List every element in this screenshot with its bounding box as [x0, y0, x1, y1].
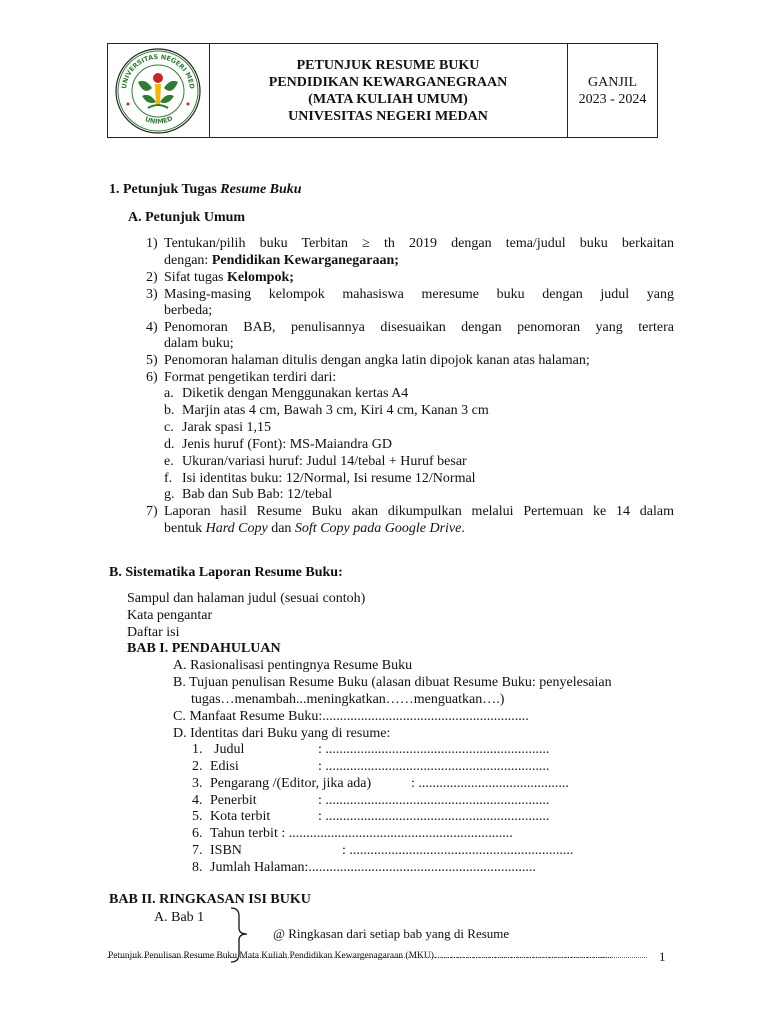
item-2-number: 2) — [146, 270, 158, 285]
identity-6-number: 6. — [192, 826, 203, 841]
item-7-continuation — [164, 521, 465, 537]
item-7-cont-a: bentuk — [164, 521, 206, 536]
identity-7-dots: : ................................................................ — [342, 843, 574, 858]
academic-year: 2023 - 2024 — [578, 91, 647, 107]
brace-note: @ Ringkasan dari setiap bab yang di Resume — [273, 926, 510, 941]
page-number: 1 — [659, 949, 666, 964]
format-d-letter: d. — [164, 437, 175, 452]
item-3-continuation: berbeda; — [164, 303, 213, 318]
identity-1-dots: : ................................................................ — [318, 742, 550, 757]
item-4-continuation: dalam buku; — [164, 336, 234, 351]
identity-7-number: 7. — [192, 843, 203, 858]
format-e-letter: e. — [164, 454, 174, 469]
identity-2-label: Edisi — [210, 759, 239, 774]
item-1-text: Tentukan/pilih buku Terbitan ≥ th 2019 dengan tema/judul buku berkaitan — [164, 236, 674, 251]
bab-1-item-c: C. Manfaat Resume Buku:........................................................... — [173, 709, 529, 724]
identity-3-dots: : ........................................... — [411, 776, 569, 791]
title-line-2: PENDIDIKAN KEWARGANEGRAAN — [268, 74, 508, 90]
bab-1-item-a: A. Rasionalisasi pentingnya Resume Buku — [173, 658, 413, 673]
header-table — [107, 43, 658, 138]
format-b-letter: b. — [164, 403, 175, 418]
item-2-text — [164, 270, 294, 286]
item-7-soft-copy: Soft Copy pada Google Drive — [294, 521, 462, 536]
section-1-heading-prefix: 1. Petunjuk Tugas — [109, 182, 221, 197]
identity-8-label: Jumlah Halaman:................................................................. — [210, 860, 536, 875]
semester-cell — [567, 44, 658, 137]
identity-5-dots: : ................................................................ — [318, 809, 550, 824]
bab-1-item-b-cont: tugas…menambah...meningkatkan……menguatkan….) — [191, 692, 505, 707]
format-f-letter: f. — [164, 471, 173, 486]
item-1-bold: Pendidikan Kewarganegaraan; — [211, 253, 399, 268]
identity-4-number: 4. — [192, 793, 203, 808]
item-7-hard-copy: Hard Copy — [205, 521, 268, 536]
item-4-number: 4) — [146, 320, 158, 335]
item-2-plain: Sifat tugas — [164, 270, 227, 285]
item-6-number: 6) — [146, 370, 158, 385]
bab-2-heading: BAB II. RINGKASAN ISI BUKU — [109, 892, 311, 907]
bab-1-item-b: B. Tujuan penulisan Resume Buku (alasan dibuat Resume Buku: penyelesaian — [173, 675, 612, 690]
item-7-number: 7) — [146, 504, 158, 519]
identity-7-label: ISBN — [210, 843, 242, 858]
item-5-text: Penomoran halaman ditulis dengan angka latin dipojok kanan atas halaman; — [164, 353, 590, 368]
identity-3-number: 3. — [192, 776, 203, 791]
format-a-text: Diketik dengan Menggunakan kertas A4 — [182, 386, 409, 401]
format-c-text: Jarak spasi 1,15 — [182, 420, 272, 435]
bab-1-heading: BAB I. PENDAHULUAN — [127, 641, 281, 656]
front-matter-2: Kata pengantar — [127, 608, 213, 623]
item-7-cont-e: . — [461, 521, 465, 536]
item-1-cont-text: dengan: — [164, 253, 212, 268]
format-g-text: Bab dan Sub Bab: 12/tebal — [182, 487, 333, 502]
title-line-4: UNIVESITAS NEGERI MEDAN — [288, 108, 488, 124]
identity-4-label: Penerbit — [210, 793, 257, 808]
bab-1-item-d: D. Identitas dari Buku yang di resume: — [173, 726, 391, 741]
format-d-text: Jenis huruf (Font): MS-Maiandra GD — [182, 437, 392, 452]
item-3-number: 3) — [146, 287, 158, 302]
identity-6-label: Tahun terbit : ................................................................ — [210, 826, 513, 841]
item-5-number: 5) — [146, 353, 158, 368]
item-7-cont-c: dan — [267, 521, 295, 536]
front-matter-3: Daftar isi — [127, 625, 180, 640]
front-matter-1: Sampul dan halaman judul (sesuai contoh) — [127, 591, 366, 606]
format-c-letter: c. — [164, 420, 174, 435]
format-b-text: Marjin atas 4 cm, Bawah 3 cm, Kiri 4 cm, Kanan 3 cm — [182, 403, 489, 418]
identity-1-number: 1. — [192, 742, 203, 757]
identity-8-number: 8. — [192, 860, 203, 875]
section-b-heading: B. Sistematika Laporan Resume Buku: — [109, 565, 343, 580]
identity-2-number: 2. — [192, 759, 203, 774]
logo-text-top: UNIVERSITAS NEGERI MED — [120, 52, 196, 90]
section-1-heading-italic: Resume Buku — [220, 182, 302, 197]
identity-3-label: Pengarang /(Editor, jika ada) — [210, 776, 372, 791]
title-cell — [209, 44, 568, 137]
unimed-logo — [108, 44, 209, 137]
title-line-1: PETUNJUK RESUME BUKU — [296, 57, 480, 73]
item-1-number: 1) — [146, 236, 158, 251]
logo-cell — [108, 44, 210, 137]
section-1-heading — [109, 182, 302, 198]
format-f-text: Isi identitas buku: 12/Normal, Isi resume 12/Normal — [182, 471, 476, 486]
semester-label: GANJIL — [588, 74, 637, 90]
identity-5-number: 5. — [192, 809, 203, 824]
item-2-bold: Kelompok; — [227, 270, 294, 285]
subsection-a-heading: A. Petunjuk Umum — [128, 210, 246, 225]
item-3-text: Masing-masing kelompok mahasiswa meresume buku dengan judul yang — [164, 287, 674, 302]
identity-1-label: Judul — [214, 742, 245, 757]
identity-5-label: Kota terbit — [210, 809, 271, 824]
item-1-continuation — [164, 253, 399, 269]
item-6-text: Format pengetikan terdiri dari: — [164, 370, 337, 385]
format-g-letter: g. — [164, 487, 175, 502]
title-line-3: (MATA KULIAH UMUM) — [308, 91, 468, 107]
format-e-text: Ukuran/variasi huruf: Judul 14/tebal + Huruf besar — [182, 454, 467, 469]
identity-2-dots: : ................................................................ — [318, 759, 550, 774]
svg-text:UNIMED — [144, 114, 175, 126]
bab-2-item-a: A. Bab 1 — [154, 910, 205, 925]
logo-text-bottom: UNIMED — [143, 114, 174, 126]
format-a-letter: a. — [164, 386, 174, 401]
footer-text: Petunjuk Penulisan Resume Buku Mata Kuliah Pendidikan Kewargenagaraan (MKU)……………………………………………....... — [108, 951, 613, 961]
item-7-text: Laporan hasil Resume Buku akan dikumpulkan melalui Pertemuan ke 14 dalam — [164, 504, 674, 519]
item-4-text: Penomoran BAB, penulisannya disesuaikan dengan penomoran yang tertera — [164, 320, 674, 335]
identity-4-dots: : ................................................................ — [318, 793, 550, 808]
